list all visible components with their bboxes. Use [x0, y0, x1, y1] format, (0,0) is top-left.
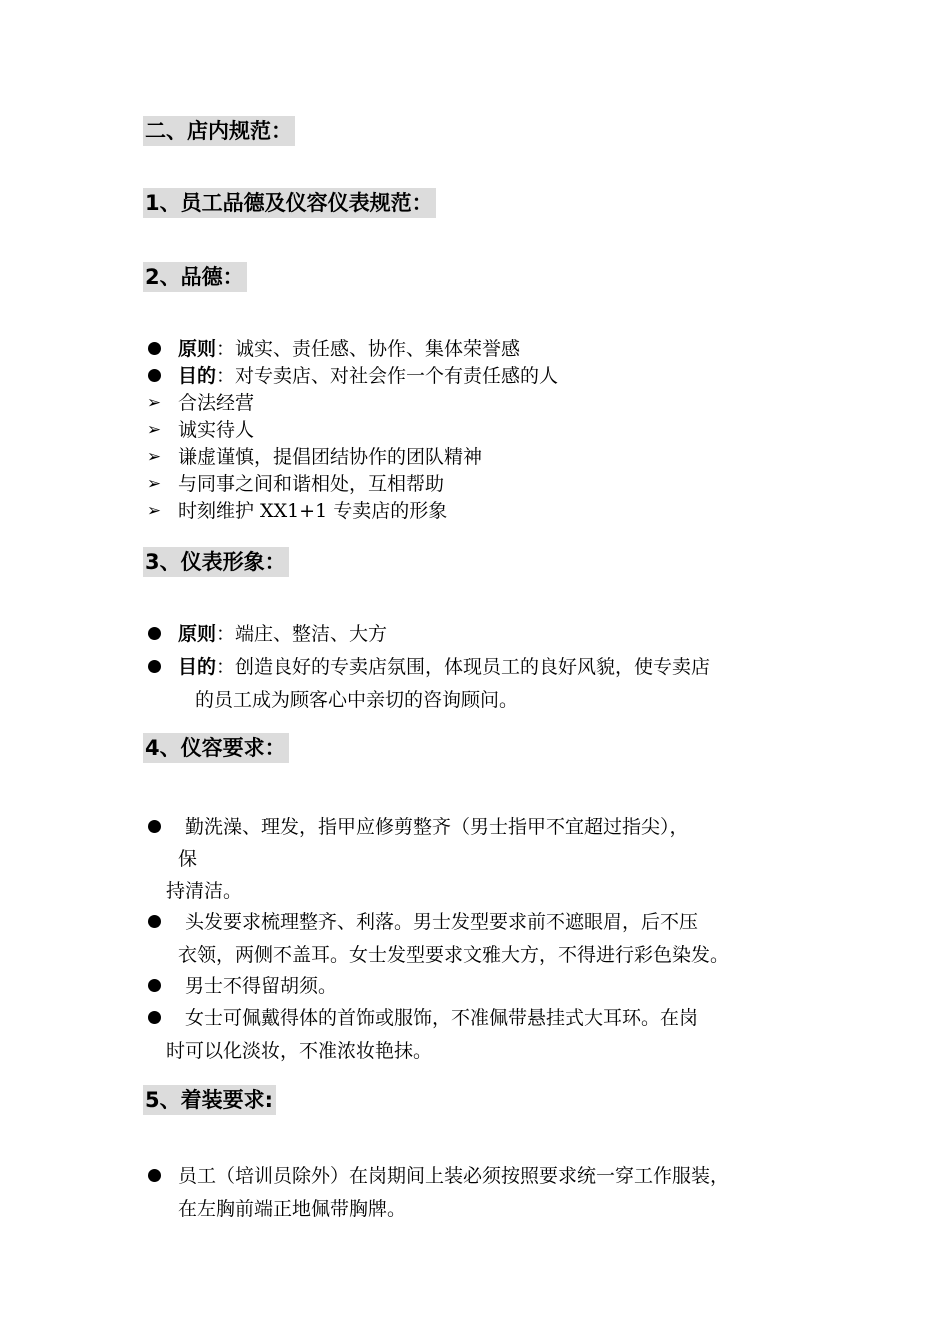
bullet-dot-icon — [145, 973, 163, 999]
list-item: 与同事之间和谐相处，互相帮助 — [178, 473, 445, 495]
arrow-bullet-icon: ➢ — [146, 501, 162, 521]
bullet-dot-icon — [145, 621, 163, 647]
arrow-bullet-icon: ➢ — [146, 393, 162, 413]
bullet-dot-icon — [145, 814, 163, 840]
purpose-label: 目的 — [178, 365, 217, 387]
bullet-dot-icon — [145, 1163, 163, 1189]
heading-morality: 2、品德： — [143, 262, 247, 292]
appearance-purpose-continued: 的员工成为顾客心中亲切的咨询顾问。 — [195, 689, 519, 711]
purpose-text: ：创造良好的专卖店氛围，体现员工的良好风貌，使专卖店 — [216, 656, 711, 678]
principle-text: ：端庄、整洁、大方 — [216, 623, 388, 645]
arrow-bullet-icon: ➢ — [146, 447, 162, 467]
morality-purpose — [178, 363, 558, 389]
principle-text: ：诚实、责任感、协作、集体荣誉感 — [216, 338, 521, 360]
arrow-bullet-icon: ➢ — [146, 474, 162, 494]
grooming-item-continued: 衣领，两侧不盖耳。女士发型要求文雅大方，不得进行彩色染发。 — [178, 944, 730, 966]
bullet-dot-icon — [145, 363, 163, 389]
heading-conduct-appearance: 1、员工品德及仪容仪表规范： — [143, 188, 436, 218]
grooming-item: 男士不得留胡须。 — [185, 975, 338, 997]
grooming-item-continued: 保 — [178, 848, 198, 870]
list-item: 谦虚谨慎，提倡团结协作的团队精神 — [178, 446, 483, 468]
appearance-purpose — [178, 654, 710, 680]
bullet-dot-icon — [145, 1005, 163, 1031]
grooming-item-continued: 持清洁。 — [166, 880, 243, 902]
purpose-text: ：对专卖店、对社会作一个有责任感的人 — [216, 365, 559, 387]
heading-grooming-requirements: 4、仪容要求： — [143, 733, 289, 763]
purpose-label: 目的 — [178, 656, 217, 678]
bullet-dot-icon — [145, 909, 163, 935]
heading-appearance-image: 3、仪表形象： — [143, 547, 289, 577]
principle-label: 原则 — [178, 338, 217, 360]
heading-dress-requirements: 5、着装要求: — [143, 1085, 276, 1115]
list-item: 时刻维护 XX1+1 专卖店的形象 — [178, 500, 448, 522]
list-item: 诚实待人 — [178, 419, 255, 441]
section-heading-store-rules: 二、店内规范： — [143, 116, 295, 146]
morality-principle — [178, 336, 520, 362]
bullet-dot-icon — [145, 336, 163, 362]
list-item: 合法经营 — [178, 392, 255, 414]
dress-item-continued: 在左胸前端正地佩带胸牌。 — [178, 1198, 407, 1220]
grooming-item: 女士可佩戴得体的首饰或服饰，不准佩带悬挂式大耳环。在岗 — [185, 1007, 699, 1029]
arrow-bullet-icon: ➢ — [146, 420, 162, 440]
bullet-dot-icon — [145, 654, 163, 680]
dress-item: 员工（培训员除外）在岗期间上装必须按照要求统一穿工作服装， — [178, 1165, 730, 1187]
grooming-item-continued: 时可以化淡妆，不准浓妆艳抹。 — [166, 1040, 433, 1062]
principle-label: 原则 — [178, 623, 217, 645]
grooming-item: 勤洗澡、理发，指甲应修剪整齐（男士指甲不宜超过指尖）， — [185, 816, 689, 838]
appearance-principle — [178, 621, 387, 647]
grooming-item: 头发要求梳理整齐、利落。男士发型要求前不遮眼眉，后不压 — [185, 911, 699, 933]
